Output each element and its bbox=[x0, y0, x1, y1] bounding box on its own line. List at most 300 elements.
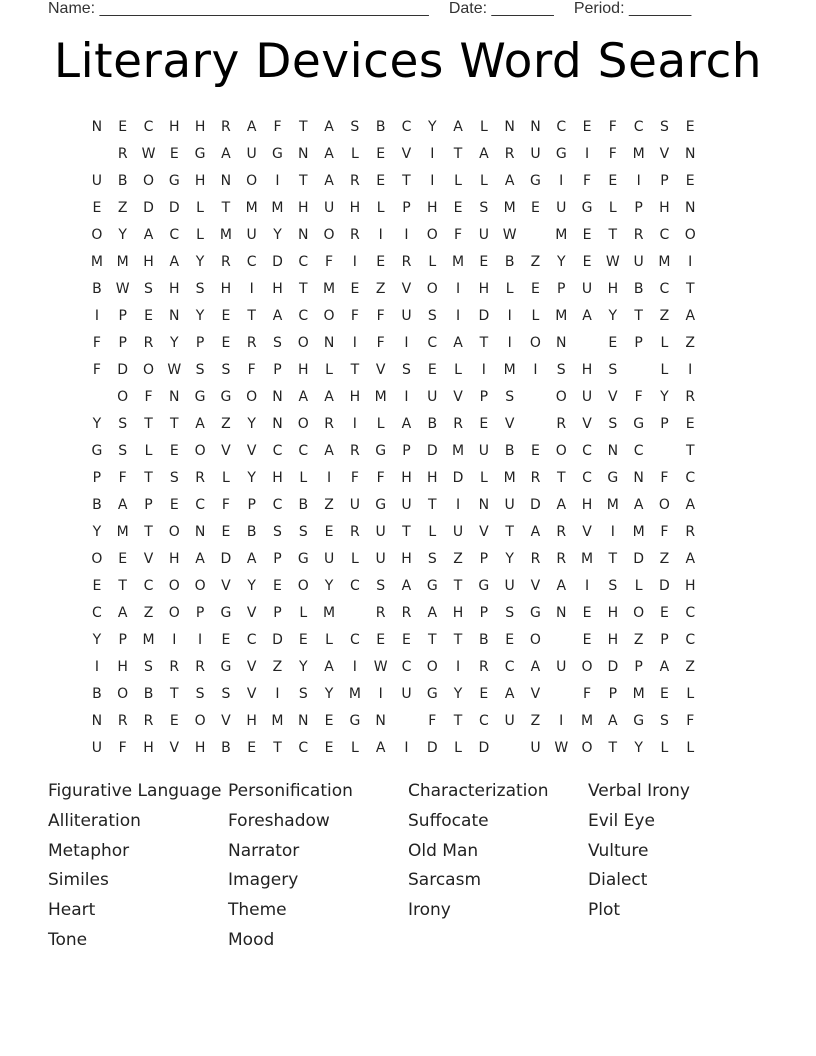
grid-letter: M bbox=[452, 442, 465, 459]
grid-letter: M bbox=[348, 685, 361, 702]
grid-letter: N bbox=[272, 415, 283, 432]
grid-letter: N bbox=[530, 118, 541, 135]
grid-letter: A bbox=[246, 550, 257, 567]
grid-letter: P bbox=[273, 361, 282, 378]
word-bank-item: Heart bbox=[48, 900, 96, 921]
grid-letter: V bbox=[401, 145, 412, 162]
grid-letter: N bbox=[91, 118, 103, 135]
grid-letter: B bbox=[479, 631, 489, 648]
grid-letter: V bbox=[246, 604, 257, 621]
grid-letter: D bbox=[272, 631, 283, 648]
grid-letter: N bbox=[556, 334, 567, 351]
grid-letter: H bbox=[272, 469, 283, 486]
grid-letter: A bbox=[324, 145, 334, 162]
grid-letter: U bbox=[478, 442, 489, 459]
grid-letter: O bbox=[246, 388, 258, 405]
grid-letter: F bbox=[350, 307, 359, 324]
grid-row bbox=[84, 545, 703, 572]
grid-row bbox=[84, 734, 703, 761]
grid-row bbox=[84, 491, 703, 518]
grid-letter: O bbox=[168, 523, 180, 540]
grid-letter: F bbox=[118, 469, 127, 486]
grid-letter: E bbox=[376, 253, 386, 270]
grid-letter: R bbox=[685, 388, 696, 405]
grid-row bbox=[84, 572, 703, 599]
grid-letter: C bbox=[298, 253, 309, 270]
grid-letter: R bbox=[556, 415, 567, 432]
grid-letter: E bbox=[479, 253, 489, 270]
grid-letter: E bbox=[118, 550, 128, 567]
grid-letter: V bbox=[221, 442, 231, 459]
grid-letter: H bbox=[194, 118, 206, 135]
grid-letter: O bbox=[142, 172, 154, 189]
grid-letter: A bbox=[324, 118, 334, 135]
grid-letter: G bbox=[220, 658, 232, 675]
grid-letter: H bbox=[143, 253, 154, 270]
grid-letter: U bbox=[91, 172, 103, 189]
grid-letter: V bbox=[246, 685, 257, 702]
grid-letter: I bbox=[378, 685, 383, 702]
grid-letter: L bbox=[350, 145, 359, 162]
grid-letter: F bbox=[118, 739, 127, 756]
grid-letter: I bbox=[430, 145, 435, 162]
grid-letter: A bbox=[246, 118, 257, 135]
grid-letter: S bbox=[556, 361, 566, 378]
grid-letter: T bbox=[298, 118, 308, 135]
grid-letter: Y bbox=[427, 118, 437, 135]
grid-letter: H bbox=[194, 739, 206, 756]
grid-letter: P bbox=[195, 604, 205, 621]
grid-letter: U bbox=[375, 550, 386, 567]
grid-letter: G bbox=[272, 145, 283, 162]
grid-letter: T bbox=[608, 550, 618, 567]
grid-letter: B bbox=[143, 685, 154, 702]
grid-letter: S bbox=[427, 307, 437, 324]
grid-row bbox=[84, 302, 703, 329]
grid-letter: L bbox=[608, 199, 617, 216]
grid-letter: L bbox=[376, 415, 385, 432]
grid-letter: I bbox=[352, 415, 357, 432]
grid-letter: H bbox=[581, 361, 593, 378]
grid-letter: Z bbox=[685, 334, 696, 351]
grid-letter: O bbox=[323, 307, 335, 324]
grid-letter: E bbox=[505, 631, 515, 648]
grid-letter: O bbox=[117, 685, 129, 702]
grid-letter: S bbox=[608, 361, 618, 378]
grid-letter: G bbox=[91, 442, 103, 459]
grid-letter: E bbox=[582, 604, 592, 621]
grid-letter: S bbox=[505, 604, 515, 621]
grid-letter: G bbox=[633, 415, 645, 432]
grid-letter: C bbox=[633, 442, 644, 459]
grid-letter: S bbox=[118, 415, 128, 432]
grid-letter: G bbox=[426, 577, 438, 594]
grid-letter: F bbox=[350, 469, 359, 486]
grid-letter: S bbox=[505, 388, 515, 405]
grid-letter: E bbox=[169, 712, 179, 729]
grid-letter: M bbox=[555, 307, 568, 324]
grid-letter: Y bbox=[247, 577, 256, 594]
grid-letter: V bbox=[453, 388, 463, 405]
grid-letter: M bbox=[503, 361, 516, 378]
grid-letter: R bbox=[504, 145, 515, 162]
grid-letter: M bbox=[606, 496, 619, 513]
grid-letter: P bbox=[273, 604, 282, 621]
grid-letter: D bbox=[272, 253, 283, 270]
grid-letter: C bbox=[349, 577, 360, 594]
grid-row bbox=[84, 275, 703, 302]
grid-letter: G bbox=[220, 388, 232, 405]
grid-letter: D bbox=[478, 739, 490, 756]
grid-letter: P bbox=[608, 685, 618, 702]
grid-letter: R bbox=[375, 604, 386, 621]
grid-letter: Z bbox=[143, 604, 154, 621]
grid-letter: B bbox=[504, 442, 515, 459]
grid-letter: L bbox=[221, 469, 230, 486]
grid-letter: E bbox=[582, 226, 592, 243]
grid-letter: C bbox=[427, 334, 438, 351]
grid-letter: L bbox=[479, 172, 488, 189]
grid-letter: C bbox=[169, 226, 180, 243]
grid-letter: C bbox=[401, 118, 412, 135]
word-bank-item: Evil Eye bbox=[588, 810, 655, 831]
grid-letter: H bbox=[117, 658, 128, 675]
grid-letter: T bbox=[402, 523, 411, 540]
page-title: Literary Devices Word Search bbox=[53, 34, 763, 89]
grid-letter: M bbox=[116, 253, 129, 270]
grid-letter: W bbox=[167, 361, 182, 378]
grid-letter: P bbox=[479, 550, 489, 567]
grid-letter: O bbox=[555, 442, 567, 459]
grid-letter: I bbox=[636, 172, 641, 189]
grid-letter: C bbox=[246, 631, 257, 648]
grid-letter: O bbox=[194, 442, 206, 459]
grid-letter: S bbox=[195, 685, 205, 702]
word-bank-item: Theme bbox=[228, 900, 287, 921]
grid-letter: Y bbox=[324, 685, 334, 702]
grid-letter: M bbox=[632, 523, 645, 540]
grid-letter: L bbox=[350, 550, 359, 567]
grid-letter: O bbox=[246, 172, 258, 189]
grid-letter: W bbox=[605, 253, 620, 270]
grid-letter: B bbox=[221, 739, 231, 756]
grid-letter: M bbox=[219, 226, 232, 243]
grid-letter: E bbox=[169, 442, 179, 459]
grid-letter: T bbox=[453, 145, 463, 162]
grid-letter: L bbox=[454, 361, 462, 378]
grid-letter: G bbox=[633, 712, 645, 729]
grid-letter: D bbox=[426, 442, 438, 459]
grid-letter: B bbox=[92, 685, 102, 702]
grid-letter: L bbox=[660, 739, 669, 756]
grid-letter: U bbox=[401, 496, 412, 513]
grid-letter: Z bbox=[221, 415, 231, 432]
grid-letter: O bbox=[91, 226, 103, 243]
grid-letter: L bbox=[686, 739, 695, 756]
grid-row bbox=[84, 194, 703, 221]
grid-letter: V bbox=[530, 685, 541, 702]
grid-letter: G bbox=[555, 145, 567, 162]
grid-letter: R bbox=[350, 226, 360, 243]
grid-letter: P bbox=[273, 550, 282, 567]
grid-letter: A bbox=[504, 172, 515, 189]
date-label: Date: bbox=[448, 0, 492, 17]
grid-letter: T bbox=[427, 496, 437, 513]
grid-letter: E bbox=[118, 118, 128, 135]
grid-letter: V bbox=[401, 280, 412, 297]
grid-letter: O bbox=[168, 604, 180, 621]
grid-letter: R bbox=[117, 712, 128, 729]
grid-letter: L bbox=[325, 361, 333, 378]
grid-letter: C bbox=[143, 577, 154, 594]
grid-letter: A bbox=[479, 145, 489, 162]
grid-letter: D bbox=[633, 550, 645, 567]
grid-letter: I bbox=[455, 307, 461, 324]
grid-letter: F bbox=[608, 118, 617, 135]
grid-letter: N bbox=[169, 307, 180, 324]
grid-letter: W bbox=[141, 145, 156, 162]
grid-letter: I bbox=[455, 496, 461, 513]
grid-letter: D bbox=[530, 496, 541, 513]
grid-letter: A bbox=[685, 307, 696, 324]
grid-letter: C bbox=[298, 739, 309, 756]
grid-letter: Y bbox=[118, 226, 127, 243]
grid-row bbox=[84, 140, 703, 167]
grid-letter: F bbox=[376, 307, 385, 324]
grid-letter: G bbox=[194, 388, 206, 405]
grid-letter: F bbox=[92, 361, 101, 378]
grid-letter: U bbox=[246, 145, 257, 162]
grid-letter: V bbox=[659, 145, 670, 162]
grid-letter: S bbox=[118, 442, 128, 459]
grid-letter: P bbox=[634, 334, 643, 351]
grid-letter: V bbox=[246, 658, 257, 675]
grid-letter: Y bbox=[273, 226, 282, 243]
grid-letter: A bbox=[324, 442, 334, 459]
grid-letter: Y bbox=[505, 550, 514, 567]
grid-letter: F bbox=[634, 388, 643, 405]
grid-letter: I bbox=[275, 685, 280, 702]
grid-letter: E bbox=[531, 199, 540, 216]
grid-letter: P bbox=[634, 658, 643, 675]
grid-letter: E bbox=[582, 631, 592, 648]
grid-letter: T bbox=[505, 523, 514, 540]
word-bank-item: Alliteration bbox=[48, 810, 141, 831]
grid-letter: O bbox=[297, 334, 309, 351]
grid-letter: E bbox=[324, 523, 334, 540]
grid-letter: T bbox=[453, 631, 463, 648]
grid-letter: R bbox=[478, 658, 489, 675]
grid-letter: O bbox=[529, 631, 541, 648]
period-label: Period: bbox=[573, 0, 629, 17]
grid-letter: E bbox=[350, 280, 360, 297]
grid-letter: A bbox=[272, 307, 283, 324]
grid-letter: P bbox=[660, 631, 669, 648]
grid-letter: O bbox=[633, 604, 645, 621]
grid-letter: O bbox=[529, 334, 541, 351]
grid-letter: S bbox=[298, 523, 308, 540]
grid-letter: N bbox=[298, 712, 309, 729]
grid-letter: R bbox=[221, 253, 231, 270]
grid-letter: P bbox=[402, 199, 411, 216]
grid-letter: S bbox=[608, 577, 618, 594]
grid-letter: B bbox=[298, 496, 309, 513]
grid-letter: C bbox=[504, 658, 515, 675]
grid-letter: I bbox=[404, 334, 409, 351]
grid-letter: E bbox=[685, 172, 695, 189]
grid-letter: C bbox=[298, 307, 309, 324]
grid-letter: O bbox=[581, 739, 593, 756]
grid-letter: Z bbox=[324, 496, 334, 513]
grid-row bbox=[84, 383, 703, 410]
grid-letter: L bbox=[325, 631, 333, 648]
grid-letter: E bbox=[453, 199, 463, 216]
grid-letter: B bbox=[375, 118, 386, 135]
grid-letter: M bbox=[503, 199, 516, 216]
grid-letter: I bbox=[404, 739, 409, 756]
grid-letter: L bbox=[686, 685, 695, 702]
grid-letter: P bbox=[144, 496, 153, 513]
grid-letter: H bbox=[426, 469, 438, 486]
grid-letter: A bbox=[685, 496, 696, 513]
grid-letter: A bbox=[453, 118, 463, 135]
grid-letter: U bbox=[246, 226, 257, 243]
grid-letter: V bbox=[246, 442, 257, 459]
grid-letter: A bbox=[143, 226, 154, 243]
grid-letter: I bbox=[507, 307, 512, 324]
grid-letter: E bbox=[92, 199, 102, 216]
word-bank-item: Suffocate bbox=[408, 810, 489, 831]
grid-letter: Y bbox=[634, 739, 643, 756]
word-bank-item: Figurative Language bbox=[48, 781, 222, 801]
grid-letter: N bbox=[478, 496, 490, 513]
grid-letter: I bbox=[352, 253, 357, 270]
grid-letter: I bbox=[559, 172, 564, 189]
grid-letter: P bbox=[634, 199, 643, 216]
grid-letter: T bbox=[170, 415, 179, 432]
grid-letter: H bbox=[426, 199, 438, 216]
grid-letter: H bbox=[220, 280, 232, 297]
grid-letter: C bbox=[556, 118, 567, 135]
grid-letter: R bbox=[556, 523, 567, 540]
grid-letter: B bbox=[117, 172, 128, 189]
word-bank-item: Similes bbox=[48, 870, 109, 891]
grid-letter: O bbox=[684, 226, 696, 243]
grid-letter: L bbox=[350, 739, 359, 756]
grid-letter: R bbox=[195, 469, 205, 486]
grid-letter: U bbox=[401, 685, 412, 702]
grid-letter: A bbox=[298, 388, 309, 405]
grid-letter: M bbox=[323, 604, 336, 621]
word-bank-item: Personification bbox=[228, 781, 353, 801]
grid-letter: D bbox=[168, 199, 180, 216]
grid-letter: F bbox=[686, 712, 695, 729]
grid-letter: O bbox=[194, 577, 206, 594]
grid-letter: L bbox=[196, 226, 204, 243]
grid-letter: D bbox=[607, 658, 619, 675]
grid-letter: T bbox=[453, 712, 463, 729]
grid-letter: N bbox=[684, 199, 696, 216]
grid-letter: U bbox=[556, 658, 567, 675]
grid-letter: D bbox=[117, 361, 129, 378]
grid-letter: G bbox=[581, 199, 593, 216]
grid-letter: N bbox=[91, 712, 103, 729]
grid-letter: Y bbox=[247, 415, 256, 432]
grid-letter: M bbox=[503, 469, 516, 486]
grid-letter: Z bbox=[530, 712, 541, 729]
grid-letter: E bbox=[376, 172, 386, 189]
grid-row bbox=[84, 437, 703, 464]
grid-letter: H bbox=[452, 604, 464, 621]
grid-letter: P bbox=[118, 307, 127, 324]
grid-letter: U bbox=[91, 739, 103, 756]
grid-letter: I bbox=[172, 631, 177, 648]
grid-letter: R bbox=[350, 172, 360, 189]
word-bank-item bbox=[588, 927, 768, 957]
word-bank-item: Narrator bbox=[228, 840, 300, 861]
grid-letter: S bbox=[144, 658, 153, 675]
grid-letter: R bbox=[246, 334, 257, 351]
grid-letter: C bbox=[143, 118, 154, 135]
grid-letter: I bbox=[275, 172, 280, 189]
grid-letter: V bbox=[143, 550, 154, 567]
grid-row bbox=[84, 410, 703, 437]
grid-letter: N bbox=[272, 388, 283, 405]
grid-letter: E bbox=[221, 307, 231, 324]
grid-letter: C bbox=[92, 604, 102, 621]
grid-letter: A bbox=[685, 550, 696, 567]
grid-letter: B bbox=[504, 253, 515, 270]
word-bank-item bbox=[408, 927, 588, 957]
grid-letter: T bbox=[144, 469, 153, 486]
grid-letter: L bbox=[299, 604, 308, 621]
grid-letter: M bbox=[555, 226, 568, 243]
grid-letter: U bbox=[556, 199, 567, 216]
grid-letter: E bbox=[582, 253, 592, 270]
grid-letter: A bbox=[504, 685, 515, 702]
grid-letter: I bbox=[688, 361, 693, 378]
grid-letter: O bbox=[297, 415, 309, 432]
grid-letter: P bbox=[479, 388, 489, 405]
word-bank-item: Mood bbox=[228, 929, 275, 950]
grid-letter: C bbox=[349, 631, 360, 648]
grid-letter: I bbox=[455, 658, 461, 675]
grid-letter: Y bbox=[247, 469, 256, 486]
grid-letter: H bbox=[349, 199, 361, 216]
grid-letter: H bbox=[478, 280, 490, 297]
grid-letter: C bbox=[685, 631, 696, 648]
grid-letter: C bbox=[195, 496, 205, 513]
grid-letter: T bbox=[144, 523, 153, 540]
grid-letter: U bbox=[530, 145, 541, 162]
grid-letter: G bbox=[426, 685, 438, 702]
grid-letter: I bbox=[327, 469, 332, 486]
grid-letter: S bbox=[221, 685, 231, 702]
grid-letter: O bbox=[426, 226, 438, 243]
grid-letter: F bbox=[376, 334, 385, 351]
grid-letter: M bbox=[116, 523, 129, 540]
grid-letter: A bbox=[427, 604, 438, 621]
grid-letter: G bbox=[194, 145, 206, 162]
grid-letter: I bbox=[584, 145, 590, 162]
grid-letter: M bbox=[374, 388, 387, 405]
grid-letter: Y bbox=[298, 658, 308, 675]
grid-letter: V bbox=[582, 523, 592, 540]
grid-letter: V bbox=[479, 523, 489, 540]
student-info-header bbox=[48, 0, 768, 20]
grid-letter: S bbox=[298, 685, 308, 702]
grid-letter: O bbox=[581, 658, 593, 675]
